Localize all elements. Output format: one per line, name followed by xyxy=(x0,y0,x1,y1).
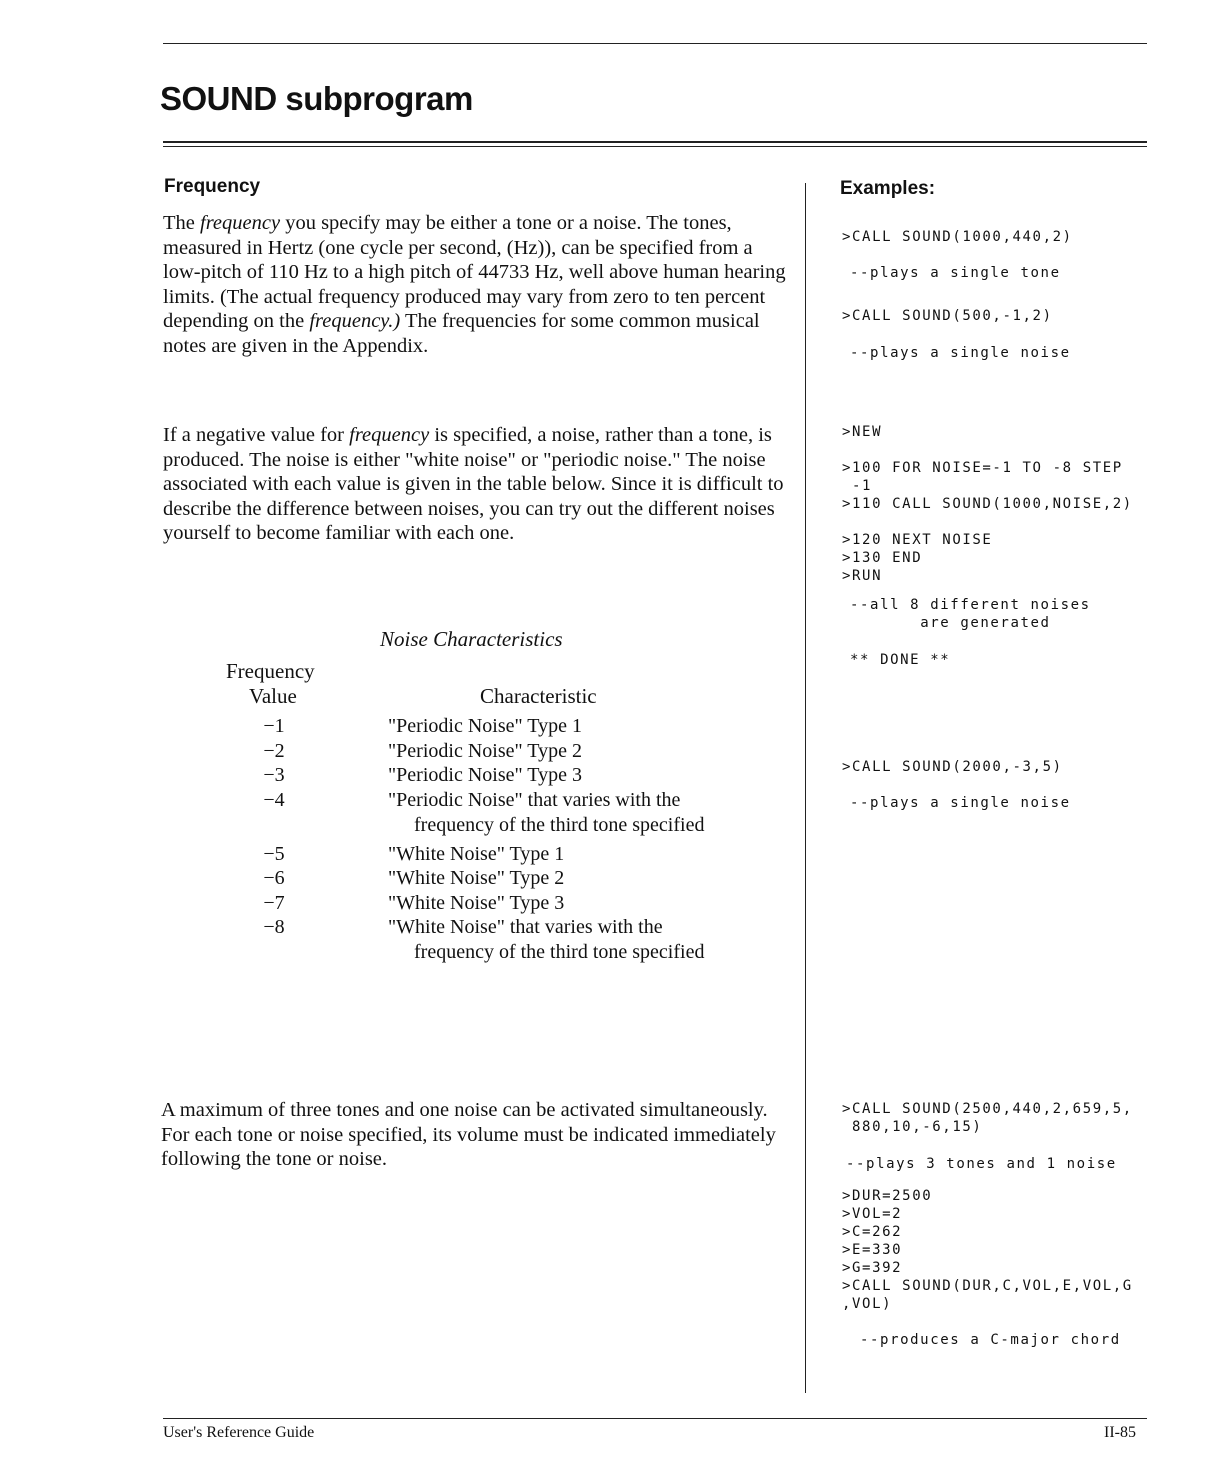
table-header-frequency: Frequency xyxy=(226,659,315,683)
table-characteristic: "Periodic Noise" Type 3 xyxy=(388,764,582,786)
table-characteristic: "White Noise" Type 1 xyxy=(388,843,565,865)
table-characteristic: "Periodic Noise" Type 1 xyxy=(388,715,582,737)
example-code: >CALL SOUND(500,-1,2) xyxy=(842,308,1053,324)
footer-guide-title: User's Reference Guide xyxy=(163,1424,315,1441)
table-characteristic: "Periodic Noise" that varies with the frequency of the third tone specified xyxy=(388,789,705,836)
example-code: >NEW >100 FOR NOISE=-1 TO -8 STEP -1 >110 CALL SOUND(1000,NOISE,2) >120 NEXT NOISE >130 END >RUN xyxy=(842,424,1133,584)
example-code: >CALL SOUND(2500,440,2,659,5, 880,10,-6,15) xyxy=(842,1101,1133,1135)
title-rule xyxy=(163,141,1147,143)
example-note: --plays 3 tones and 1 noise xyxy=(846,1156,1117,1172)
example-note: --plays a single noise xyxy=(850,795,1071,811)
table-characteristic: "White Noise" Type 2 xyxy=(388,867,565,889)
examples-heading: Examples: xyxy=(840,178,936,199)
example-note: --plays a single tone xyxy=(850,265,1061,281)
table-header-characteristic: Characteristic xyxy=(480,684,597,708)
frequency-paragraph: The frequency you specify may be either a tone or a noise. The tones, measured in Hertz (one cycle per second, (Hz)), can be specified from a low-pitch of 110 Hz to a high pitch of 44733 Hz, well above human hearing limits. (The actual frequency produced may vary from zero to ten percent depending on the frequency.) The frequencies for some common musical notes are given in the Appendix. xyxy=(163,212,786,357)
table-header-value: Value xyxy=(249,684,297,708)
table-value: −7 xyxy=(263,892,285,914)
example-note: --all 8 different noises are generated xyxy=(850,597,1091,631)
example-note: --plays a single noise xyxy=(850,345,1071,361)
example-code: >CALL SOUND(2000,-3,5) xyxy=(842,759,1063,775)
page-title: SOUND subprogram xyxy=(160,80,473,117)
table-value: −8 xyxy=(263,916,285,938)
footer-rule xyxy=(163,1418,1147,1419)
column-divider xyxy=(805,183,806,1393)
table-caption: Noise Characteristics xyxy=(380,627,563,651)
table-characteristic: "Periodic Noise" Type 2 xyxy=(388,740,582,762)
example-code: >DUR=2500 >VOL=2 >C=262 >E=330 >G=392 >CALL SOUND(DUR,C,VOL,E,VOL,G ,VOL) xyxy=(842,1188,1133,1312)
title-rule-thin xyxy=(163,146,1147,147)
page-number: II-85 xyxy=(1104,1424,1136,1441)
table-value: −3 xyxy=(263,764,285,786)
frequency-heading: Frequency xyxy=(164,176,261,197)
example-note: --produces a C-major chord xyxy=(860,1332,1121,1348)
table-characteristic: "White Noise" Type 3 xyxy=(388,892,565,914)
example-note: ** DONE ** xyxy=(850,652,951,668)
table-value: −6 xyxy=(263,867,285,889)
table-value: −5 xyxy=(263,843,285,865)
table-value: −1 xyxy=(263,715,285,737)
table-value: −4 xyxy=(263,789,285,811)
volume-paragraph: A maximum of three tones and one noise can be activated simultaneously. For each tone or noise specified, its volume must be indicated immediately following the tone or noise. xyxy=(161,1099,776,1171)
negative-frequency-paragraph: If a negative value for frequency is specified, a noise, rather than a tone, is produced. The noise is either "white noise" or "periodic noise." The noise associated with each value is given in the table below. Since it is difficult to describe the difference between noises, you can try out the different noises yourself to become familiar with each one. xyxy=(163,424,784,545)
table-characteristic: "White Noise" that varies with the frequency of the third tone specified xyxy=(388,916,705,963)
top-rule xyxy=(163,43,1147,44)
example-code: >CALL SOUND(1000,440,2) xyxy=(842,229,1073,245)
table-value: −2 xyxy=(263,740,285,762)
